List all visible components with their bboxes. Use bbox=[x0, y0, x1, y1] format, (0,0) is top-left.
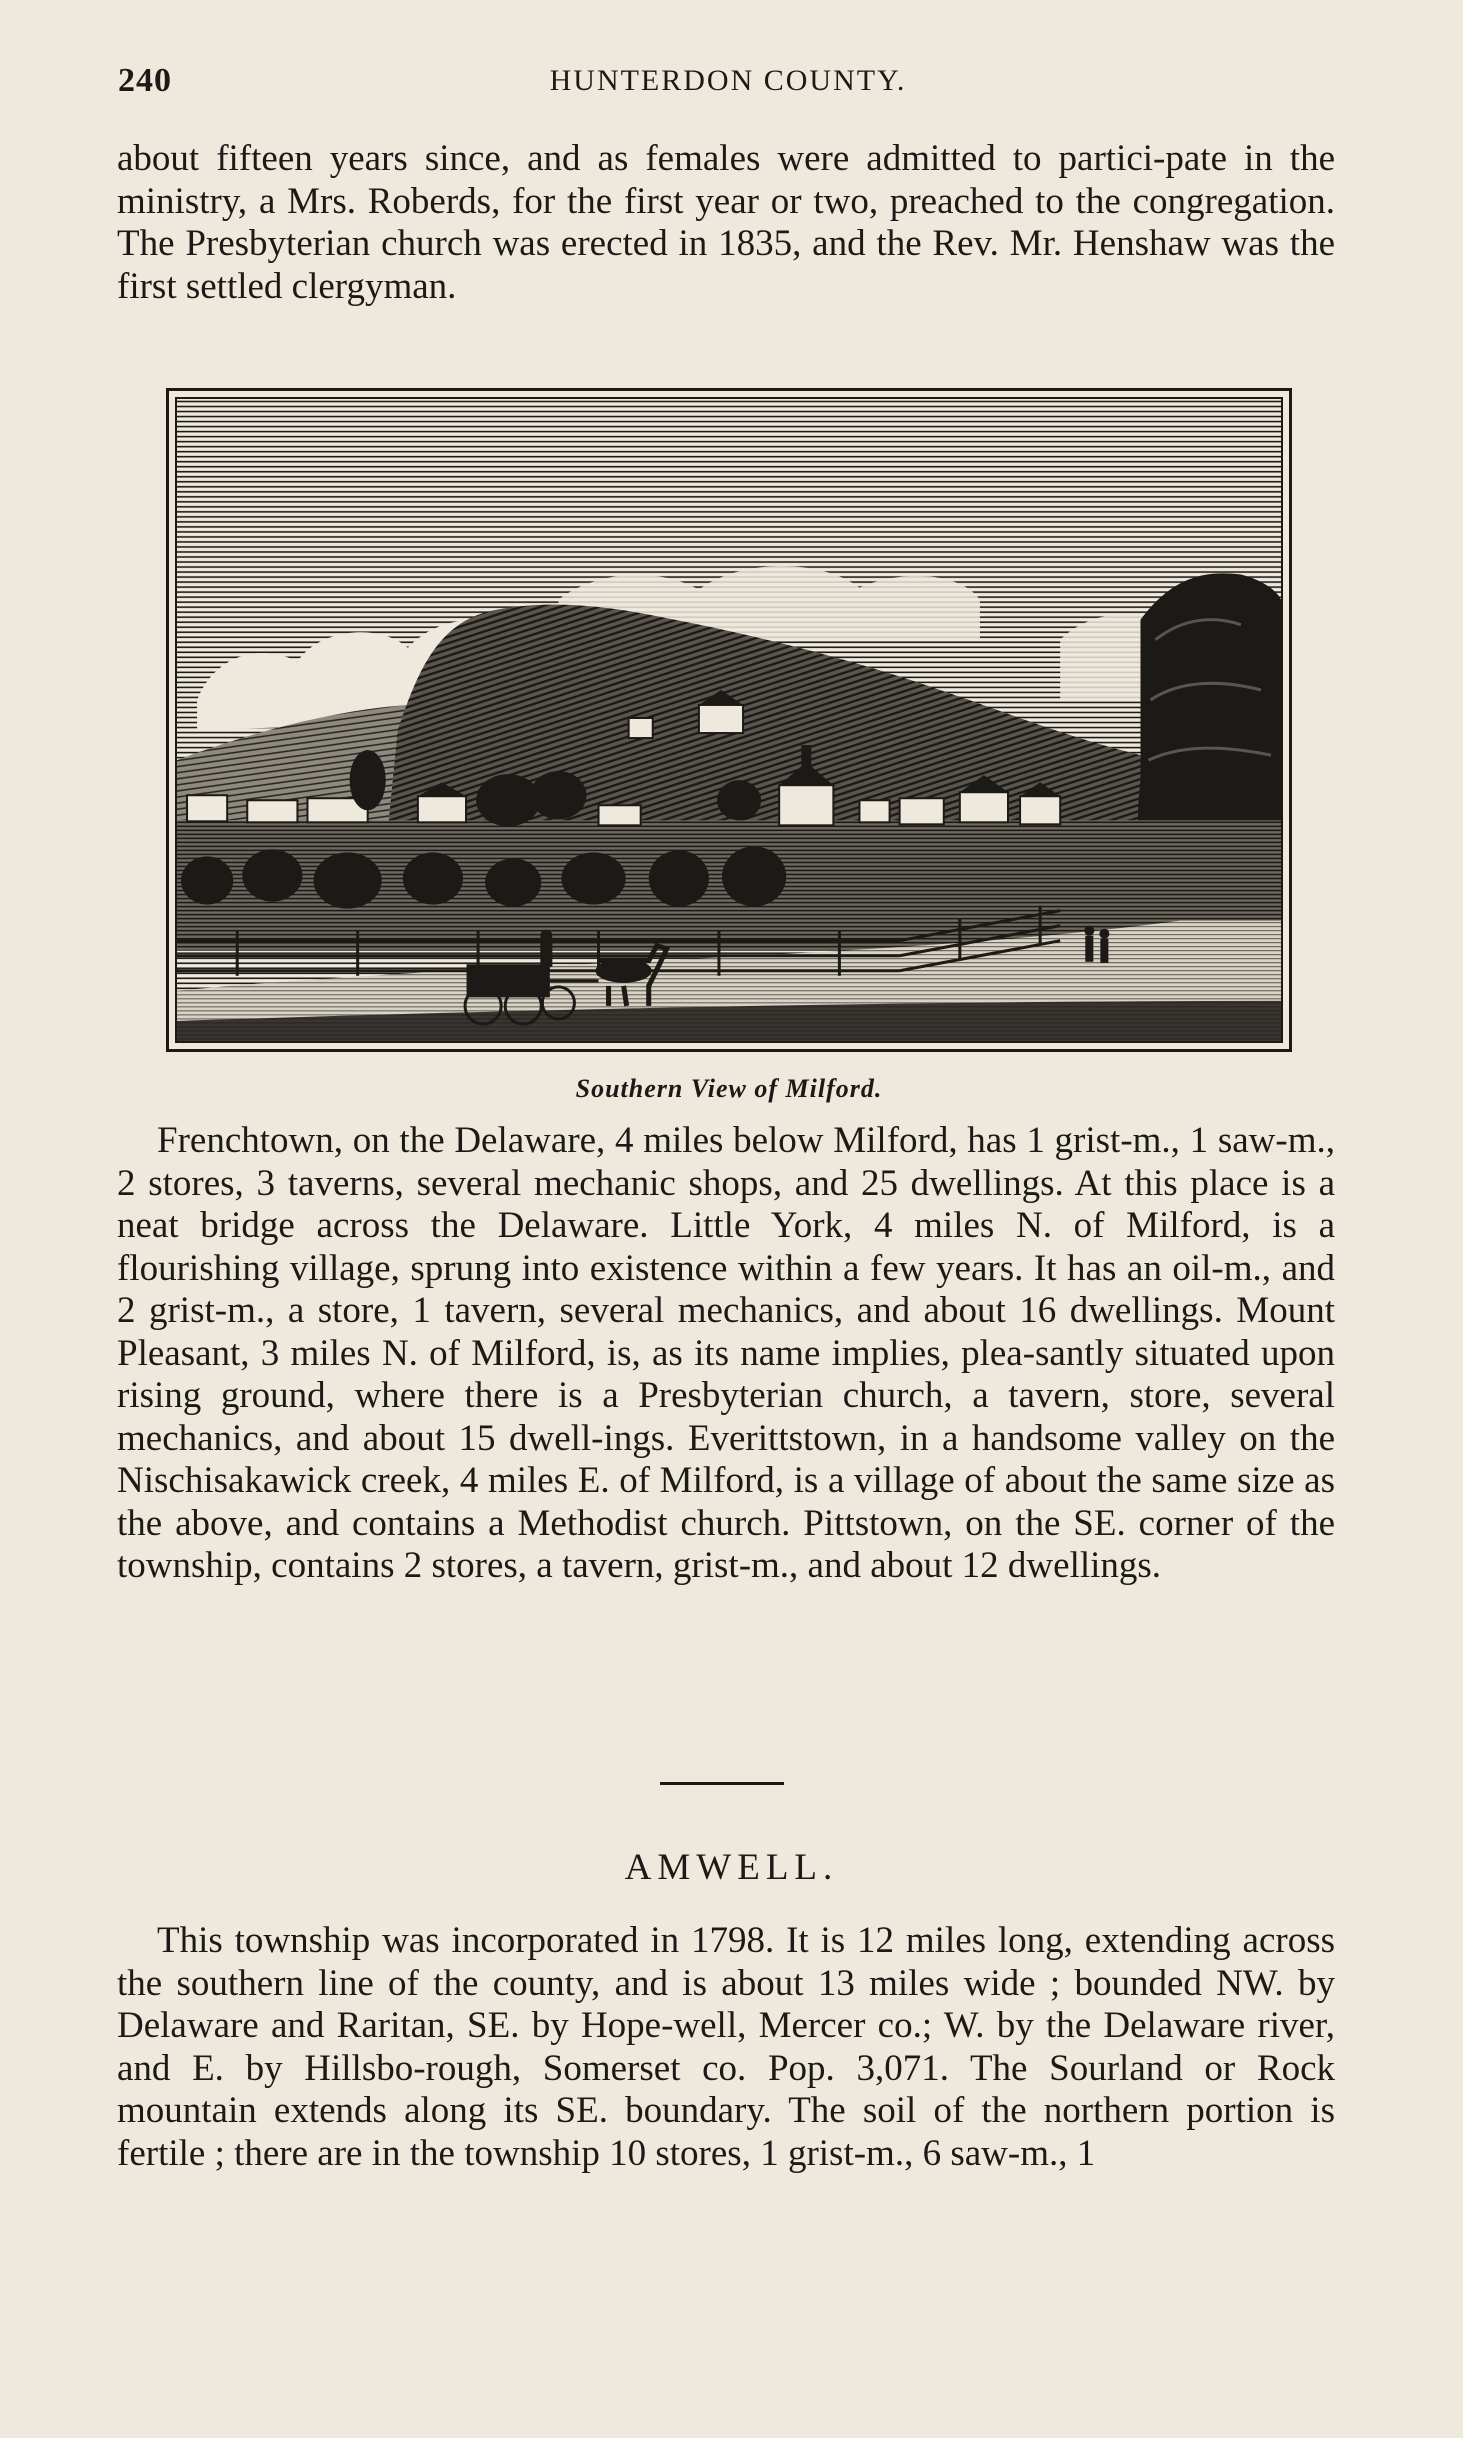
section-divider bbox=[660, 1782, 784, 1785]
intro-paragraph: about fifteen years since, and as females were admitted to partici-pate in the ministry, a Mrs. Roberds, for the first year or two, preached to the congregation. The Presbyterian church was erected in 1835, and the Rev. Mr. Henshaw was the first settled clergyman. bbox=[117, 138, 1335, 307]
section-heading: AMWELL. bbox=[624, 1847, 839, 1888]
engraving-figure bbox=[166, 388, 1292, 1052]
running-title: HUNTERDON COUNTY. bbox=[549, 64, 907, 97]
milford-engraving bbox=[177, 399, 1281, 1041]
page-number: 240 bbox=[118, 62, 172, 99]
figure-caption: Southern View of Milford. bbox=[575, 1074, 883, 1103]
amwell-paragraph: This township was incorporated in 1798. It is 12 miles long, extending across the southern line of the county, and is about 13 miles wide ; bounded NW. by Delaware and Raritan, SE. by Hope-well, Mercer co.; W. by the Delaware river, and E. by Hillsbo-rough, Somerset co. Pop. 3,071. The Sourland or Rock mountain extends along its SE. boundary. The soil of the northern portion is fertile ; there are in the township 10 stores, 1 grist-m., 6 saw-m., 1 bbox=[117, 1920, 1335, 2174]
engraving-frame bbox=[175, 397, 1283, 1043]
frenchtown-paragraph: Frenchtown, on the Delaware, 4 miles below Milford, has 1 grist-m., 1 saw-m., 2 stores, 3 taverns, several mechanic shops, and 25 dwellings. At this place is a neat bridge across the Delaware. Little York, 4 miles N. of Milford, is a flourishing village, sprung into existence within a few years. It has an oil-m., and 2 grist-m., a store, 1 tavern, several mechanics, and about 16 dwellings. Mount Pleasant, 3 miles N. of Milford, is, as its name implies, plea-santly situated upon rising ground, where there is a Presbyterian church, a tavern, store, several mechanics, and about 15 dwell-ings. Everittstown, in a handsome valley on the Nischisakawick creek, 4 miles E. of Milford, is a village of about the same size as the above, and contains a Methodist church. Pittstown, on the SE. corner of the township, contains 2 stores, a tavern, grist-m., and about 12 dwellings. bbox=[117, 1120, 1335, 1586]
running-head bbox=[118, 62, 1338, 110]
